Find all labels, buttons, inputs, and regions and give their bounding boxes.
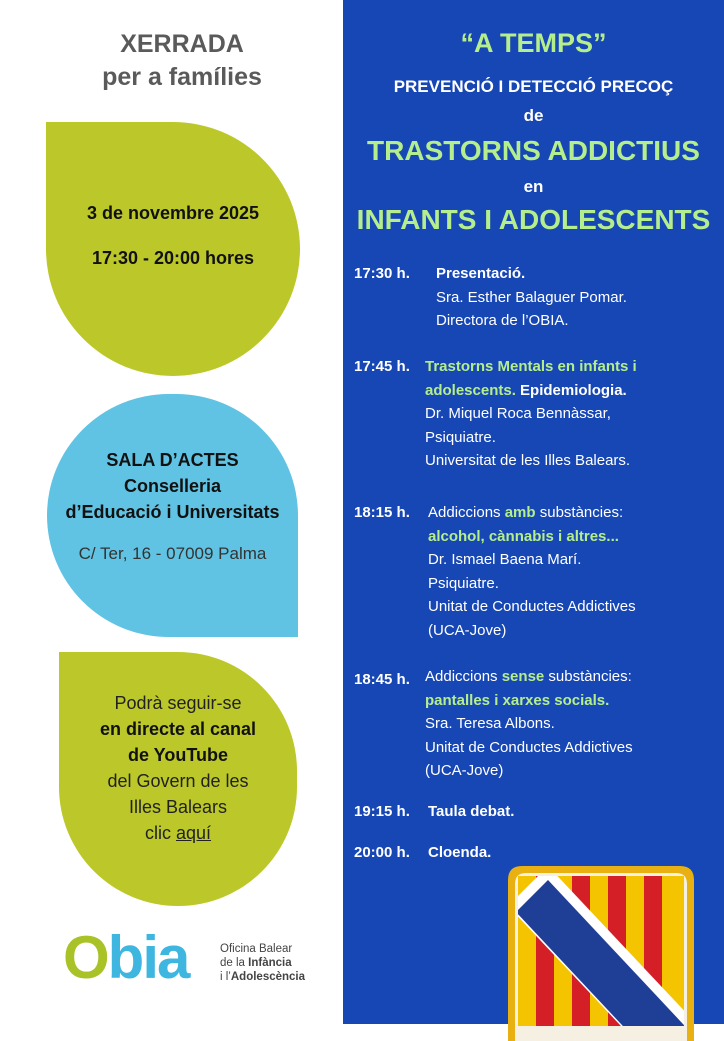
schedule-time: 17:30 h. <box>354 265 410 282</box>
event-date: 3 de novembre 2025 <box>86 203 260 223</box>
subtitle-children-teens: INFANTS I ADOLESCENTS <box>356 204 711 235</box>
schedule-item <box>354 355 694 475</box>
stream-line6: clic aquí <box>144 823 212 843</box>
subtitle-addictive-disorders: TRASTORNS ADDICTIUS <box>367 135 700 166</box>
stream-line5: Illes Balears <box>128 797 228 817</box>
schedule-item <box>354 665 694 785</box>
obia-logo <box>63 926 353 990</box>
schedule-body: Taula debat. <box>428 803 515 820</box>
stream-line2: en directe al canal <box>99 719 257 739</box>
venue-line3: d’Educació i Universitats <box>65 502 280 522</box>
subtitle-prevention: PREVENCIÓ I DETECCIÓ PRECOÇ <box>393 77 674 96</box>
schedule-time: 20:00 h. <box>354 844 410 861</box>
stream-line3: de YouTube <box>127 745 228 765</box>
schedule-body: Presentació. Sra. Esther Balaguer Pomar. Directora de l’OBIA. <box>436 265 627 329</box>
stream-line1: Podrà seguir-se <box>114 693 242 713</box>
schedule-body: Addiccions amb substàncies: alcohol, cànnabis i altres... Dr. Ismael Baena Marí. Psiquiatre. Unitat de Conductes Addictives (UCA-Jove) <box>428 504 636 639</box>
main-title: “A TEMPS” <box>460 28 607 58</box>
subtitle-en: en <box>523 177 544 196</box>
obia-logo-mark: Obia <box>63 924 189 991</box>
schedule-time: 19:15 h. <box>354 803 410 820</box>
left-panel <box>0 0 343 1024</box>
event-time: 17:30 - 20:00 hores <box>91 248 255 268</box>
talk-header-line1: XERRADA <box>120 30 244 58</box>
venue-line1: SALA D’ACTES <box>106 450 239 470</box>
stream-info <box>59 690 297 846</box>
schedule-item <box>354 841 694 865</box>
stream-line4: del Govern de les <box>107 771 249 791</box>
venue-address: C/ Ter, 16 - 07009 Palma <box>78 544 267 563</box>
talk-header <box>0 28 364 94</box>
balearic-emblem <box>508 866 694 1041</box>
venue-line2: Conselleria <box>123 476 222 496</box>
schedule-body: Trastorns Mentals en infants i adolescents. Epidemiologia. Dr. Miquel Roca Bennàssar, Psiquiatre. Universitat de les Illes Balears. <box>425 358 637 469</box>
schedule-body: Cloenda. <box>428 844 492 861</box>
obia-logo-text: Oficina Balear de la Infància i l’Adolescència <box>220 943 306 983</box>
talk-header-line2: per a famílies <box>102 63 262 91</box>
schedule-time: 18:15 h. <box>354 504 410 521</box>
schedule-item <box>354 262 694 334</box>
schedule-time: 17:45 h. <box>354 358 410 375</box>
youtube-link[interactable]: aquí <box>175 823 212 843</box>
schedule-item <box>354 501 694 645</box>
subtitle-de: de <box>523 106 544 125</box>
schedule-item <box>354 800 694 824</box>
schedule-body: Addiccions sense substàncies: pantalles i xarxes socials. Sra. Teresa Albons. Unitat de Conductes Addictives (UCA-Jove) <box>425 668 633 779</box>
venue <box>47 447 298 525</box>
schedule-time: 18:45 h. <box>354 671 410 688</box>
